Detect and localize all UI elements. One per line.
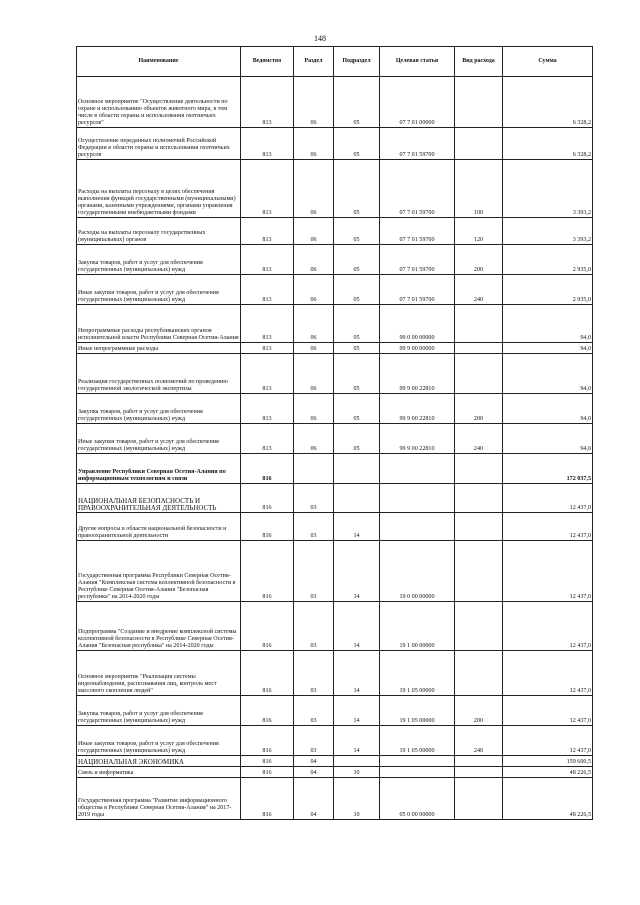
- cell-name: Основное мероприятие "Осуществление деятельности по охране и использованию объектов животного мира, в том числе в области охраны и использования охотничьих ресурсов": [77, 77, 241, 128]
- table-row: [77, 394, 593, 424]
- cell-department: 816: [241, 756, 294, 767]
- header-subsection: Подраздел: [334, 47, 380, 77]
- header-department: Ведомство: [241, 47, 294, 77]
- cell-expense-type: [455, 767, 503, 778]
- cell-target-article: 99 9 00 00000: [380, 343, 455, 354]
- cell-subsection: 14: [334, 726, 380, 756]
- table-row: [77, 454, 593, 484]
- cell-name: Реализация государственных полномочий по проведению государственной экологической экспертизы: [77, 354, 241, 394]
- cell-expense-type: [455, 513, 503, 541]
- cell-subsection: 10: [334, 767, 380, 778]
- cell-sum: 12 437,0: [503, 726, 593, 756]
- table-row: [77, 696, 593, 726]
- cell-expense-type: [455, 77, 503, 128]
- table-row: [77, 651, 593, 696]
- cell-expense-type: [455, 354, 503, 394]
- cell-expense-type: 240: [455, 726, 503, 756]
- cell-section: 06: [294, 354, 334, 394]
- cell-section: 04: [294, 767, 334, 778]
- cell-sum: 94,0: [503, 424, 593, 454]
- cell-target-article: [380, 454, 455, 484]
- cell-department: 813: [241, 394, 294, 424]
- table-row: [77, 726, 593, 756]
- cell-expense-type: 200: [455, 245, 503, 275]
- cell-sum: 6 328,2: [503, 128, 593, 160]
- table-row: [77, 354, 593, 394]
- cell-section: 03: [294, 541, 334, 602]
- table-row: [77, 778, 593, 820]
- cell-target-article: 07 7 01 59700: [380, 245, 455, 275]
- cell-expense-type: 120: [455, 218, 503, 245]
- cell-name: Иные закупки товаров, работ и услуг для обеспечения государственных (муниципальных) нужд: [77, 424, 241, 454]
- cell-target-article: 19 0 00 00000: [380, 541, 455, 602]
- cell-sum: 2 935,0: [503, 275, 593, 305]
- cell-department: 813: [241, 354, 294, 394]
- cell-sum: 12 437,0: [503, 696, 593, 726]
- cell-target-article: [380, 767, 455, 778]
- cell-target-article: 99 9 00 22810: [380, 394, 455, 424]
- cell-section: 03: [294, 651, 334, 696]
- cell-sum: 94,0: [503, 354, 593, 394]
- cell-subsection: 05: [334, 245, 380, 275]
- table-row: [77, 128, 593, 160]
- header-expense-type: Вид расхода: [455, 47, 503, 77]
- header-target-article: Целевая статья: [380, 47, 455, 77]
- cell-name: Расходы на выплаты персоналу в целях обеспечения выполнения функций государственными (муниципальными) органами, казенными учреждениями, органами управления государственными внебюджетными фондами: [77, 160, 241, 218]
- cell-name: Непрограммные расходы республиканских органов исполнительной власти Республики Северная Осетия-Алания: [77, 305, 241, 343]
- cell-subsection: 10: [334, 778, 380, 820]
- cell-target-article: 99 0 00 00000: [380, 305, 455, 343]
- cell-name: Иные закупки товаров, работ и услуг для обеспечения государственных (муниципальных) нужд: [77, 275, 241, 305]
- cell-subsection: 05: [334, 275, 380, 305]
- cell-expense-type: 200: [455, 696, 503, 726]
- table-row: [77, 275, 593, 305]
- cell-department: 813: [241, 128, 294, 160]
- cell-expense-type: [455, 484, 503, 513]
- cell-target-article: 05 0 00 00000: [380, 778, 455, 820]
- cell-department: 816: [241, 696, 294, 726]
- cell-target-article: 07 7 01 00000: [380, 77, 455, 128]
- table-row: [77, 218, 593, 245]
- cell-section: 06: [294, 275, 334, 305]
- cell-name: Управление Республики Северная Осетия-Алания по информационным технологиям и связи: [77, 454, 241, 484]
- cell-expense-type: [455, 128, 503, 160]
- cell-name: Основное мероприятие "Реализация системы видеонаблюдения, распознавания лиц, контроль мест массового скопления людей": [77, 651, 241, 696]
- cell-target-article: 19 1 00 00000: [380, 602, 455, 651]
- cell-subsection: 05: [334, 424, 380, 454]
- cell-department: 816: [241, 484, 294, 513]
- cell-target-article: 19 1 05 00000: [380, 726, 455, 756]
- cell-name: Связь и информатика: [77, 767, 241, 778]
- cell-expense-type: [455, 756, 503, 767]
- cell-sum: 159 600,5: [503, 756, 593, 767]
- cell-sum: 94,0: [503, 394, 593, 424]
- cell-section: 06: [294, 245, 334, 275]
- cell-subsection: 05: [334, 218, 380, 245]
- cell-sum: 2 935,0: [503, 245, 593, 275]
- cell-sum: 3 393,2: [503, 218, 593, 245]
- cell-sum: 48 226,5: [503, 778, 593, 820]
- header-sum: Сумма: [503, 47, 593, 77]
- cell-sum: 12 437,0: [503, 513, 593, 541]
- cell-section: 06: [294, 343, 334, 354]
- cell-name: Иные непрограммные расходы: [77, 343, 241, 354]
- cell-section: 06: [294, 394, 334, 424]
- cell-section: [294, 454, 334, 484]
- cell-target-article: 07 7 01 59700: [380, 218, 455, 245]
- cell-department: 816: [241, 454, 294, 484]
- cell-sum: 172 037,5: [503, 454, 593, 484]
- cell-sum: 3 393,2: [503, 160, 593, 218]
- cell-subsection: 05: [334, 343, 380, 354]
- cell-department: 816: [241, 726, 294, 756]
- cell-expense-type: 100: [455, 160, 503, 218]
- cell-department: 816: [241, 513, 294, 541]
- cell-expense-type: 240: [455, 424, 503, 454]
- cell-subsection: [334, 484, 380, 513]
- cell-expense-type: [455, 454, 503, 484]
- table-row: [77, 513, 593, 541]
- header-name: Наименование: [77, 47, 241, 77]
- table-header-row: [77, 47, 593, 77]
- table-row: [77, 756, 593, 767]
- cell-sum: 6 328,2: [503, 77, 593, 128]
- cell-expense-type: [455, 541, 503, 602]
- cell-subsection: 14: [334, 602, 380, 651]
- cell-section: 06: [294, 305, 334, 343]
- cell-subsection: 14: [334, 513, 380, 541]
- cell-department: 816: [241, 651, 294, 696]
- cell-target-article: 07 7 01 59700: [380, 275, 455, 305]
- cell-subsection: 05: [334, 160, 380, 218]
- cell-department: 816: [241, 541, 294, 602]
- cell-subsection: 14: [334, 541, 380, 602]
- cell-subsection: 14: [334, 651, 380, 696]
- cell-sum: 12 437,0: [503, 484, 593, 513]
- cell-target-article: 19 1 05 00000: [380, 696, 455, 726]
- cell-name: Государственная программа Республики Северная Осетия-Алания "Комплексная система коллективной безопасности в Республике Северная Осетия-Алания "Безопасная республика" на 2014-2020 годы: [77, 541, 241, 602]
- cell-section: 03: [294, 602, 334, 651]
- cell-department: 816: [241, 602, 294, 651]
- cell-department: 813: [241, 160, 294, 218]
- cell-target-article: 99 9 00 22810: [380, 354, 455, 394]
- table-row: [77, 767, 593, 778]
- cell-department: 813: [241, 343, 294, 354]
- cell-name: Расходы на выплаты персоналу государственных (муниципальных) органов: [77, 218, 241, 245]
- cell-expense-type: [455, 602, 503, 651]
- cell-target-article: [380, 756, 455, 767]
- cell-subsection: 05: [334, 128, 380, 160]
- cell-section: 04: [294, 778, 334, 820]
- cell-name: Государственная программа "Развитие информационного общества в Республике Северная Осетия-Алания" на 2017-2019 годы: [77, 778, 241, 820]
- cell-department: 813: [241, 245, 294, 275]
- table-row: [77, 343, 593, 354]
- table-row: [77, 602, 593, 651]
- cell-name: Подпрограмма "Создание и внедрение комплексной системы коллективной безопасности в Республике Северная Осетия-Алания "Безопасная республика" на 2014-2020 годы: [77, 602, 241, 651]
- cell-name: НАЦИОНАЛЬНАЯ ЭКОНОМИКА: [77, 756, 241, 767]
- page-number: 148: [314, 34, 326, 43]
- cell-subsection: [334, 756, 380, 767]
- cell-section: 03: [294, 696, 334, 726]
- budget-table: [76, 46, 593, 820]
- cell-sum: 12 437,0: [503, 651, 593, 696]
- cell-subsection: 05: [334, 354, 380, 394]
- cell-sum: 12 437,0: [503, 602, 593, 651]
- cell-sum: 94,0: [503, 305, 593, 343]
- cell-target-article: [380, 484, 455, 513]
- cell-section: 03: [294, 513, 334, 541]
- cell-expense-type: [455, 343, 503, 354]
- cell-department: 813: [241, 305, 294, 343]
- cell-section: 06: [294, 160, 334, 218]
- cell-name: Закупка товаров, работ и услуг для обеспечения государственных (муниципальных) нужд: [77, 696, 241, 726]
- cell-department: 813: [241, 218, 294, 245]
- cell-expense-type: 200: [455, 394, 503, 424]
- table-row: [77, 77, 593, 128]
- table-row: [77, 245, 593, 275]
- cell-section: 06: [294, 424, 334, 454]
- cell-name: Закупка товаров, работ и услуг для обеспечения государственных (муниципальных) нужд: [77, 394, 241, 424]
- cell-subsection: 05: [334, 77, 380, 128]
- cell-department: 813: [241, 77, 294, 128]
- cell-target-article: [380, 513, 455, 541]
- cell-name: Иные закупки товаров, работ и услуг для обеспечения государственных (муниципальных) нужд: [77, 726, 241, 756]
- cell-expense-type: 240: [455, 275, 503, 305]
- cell-target-article: 19 1 05 00000: [380, 651, 455, 696]
- cell-section: 06: [294, 77, 334, 128]
- table-row: [77, 424, 593, 454]
- cell-name: НАЦИОНАЛЬНАЯ БЕЗОПАСНОСТЬ И ПРАВООХРАНИТЕЛЬНАЯ ДЕЯТЕЛЬНОСТЬ: [77, 484, 241, 513]
- cell-section: 06: [294, 128, 334, 160]
- cell-name: Осуществление переданных полномочий Российской Федерации в области охраны и использования охотничьих ресурсов: [77, 128, 241, 160]
- cell-target-article: 07 7 01 59700: [380, 128, 455, 160]
- cell-name: Закупка товаров, работ и услуг для обеспечения государственных (муниципальных) нужд: [77, 245, 241, 275]
- cell-department: 813: [241, 275, 294, 305]
- table-row: [77, 305, 593, 343]
- cell-expense-type: [455, 305, 503, 343]
- cell-target-article: 99 9 00 22810: [380, 424, 455, 454]
- cell-section: 03: [294, 484, 334, 513]
- cell-sum: 48 226,5: [503, 767, 593, 778]
- cell-sum: 94,0: [503, 343, 593, 354]
- cell-section: 04: [294, 756, 334, 767]
- cell-department: 816: [241, 778, 294, 820]
- cell-target-article: 07 7 01 59700: [380, 160, 455, 218]
- cell-subsection: [334, 454, 380, 484]
- cell-name: Другие вопросы в области национальной безопасности и правоохранительной деятельности: [77, 513, 241, 541]
- cell-subsection: 05: [334, 305, 380, 343]
- cell-department: 813: [241, 424, 294, 454]
- cell-department: 816: [241, 767, 294, 778]
- table-body: [77, 77, 593, 820]
- cell-subsection: 14: [334, 696, 380, 726]
- cell-sum: 12 437,0: [503, 541, 593, 602]
- cell-section: 03: [294, 726, 334, 756]
- cell-expense-type: [455, 651, 503, 696]
- table-row: [77, 541, 593, 602]
- table-row: [77, 484, 593, 513]
- table-row: [77, 160, 593, 218]
- cell-subsection: 05: [334, 394, 380, 424]
- header-section: Раздел: [294, 47, 334, 77]
- cell-expense-type: [455, 778, 503, 820]
- cell-section: 06: [294, 218, 334, 245]
